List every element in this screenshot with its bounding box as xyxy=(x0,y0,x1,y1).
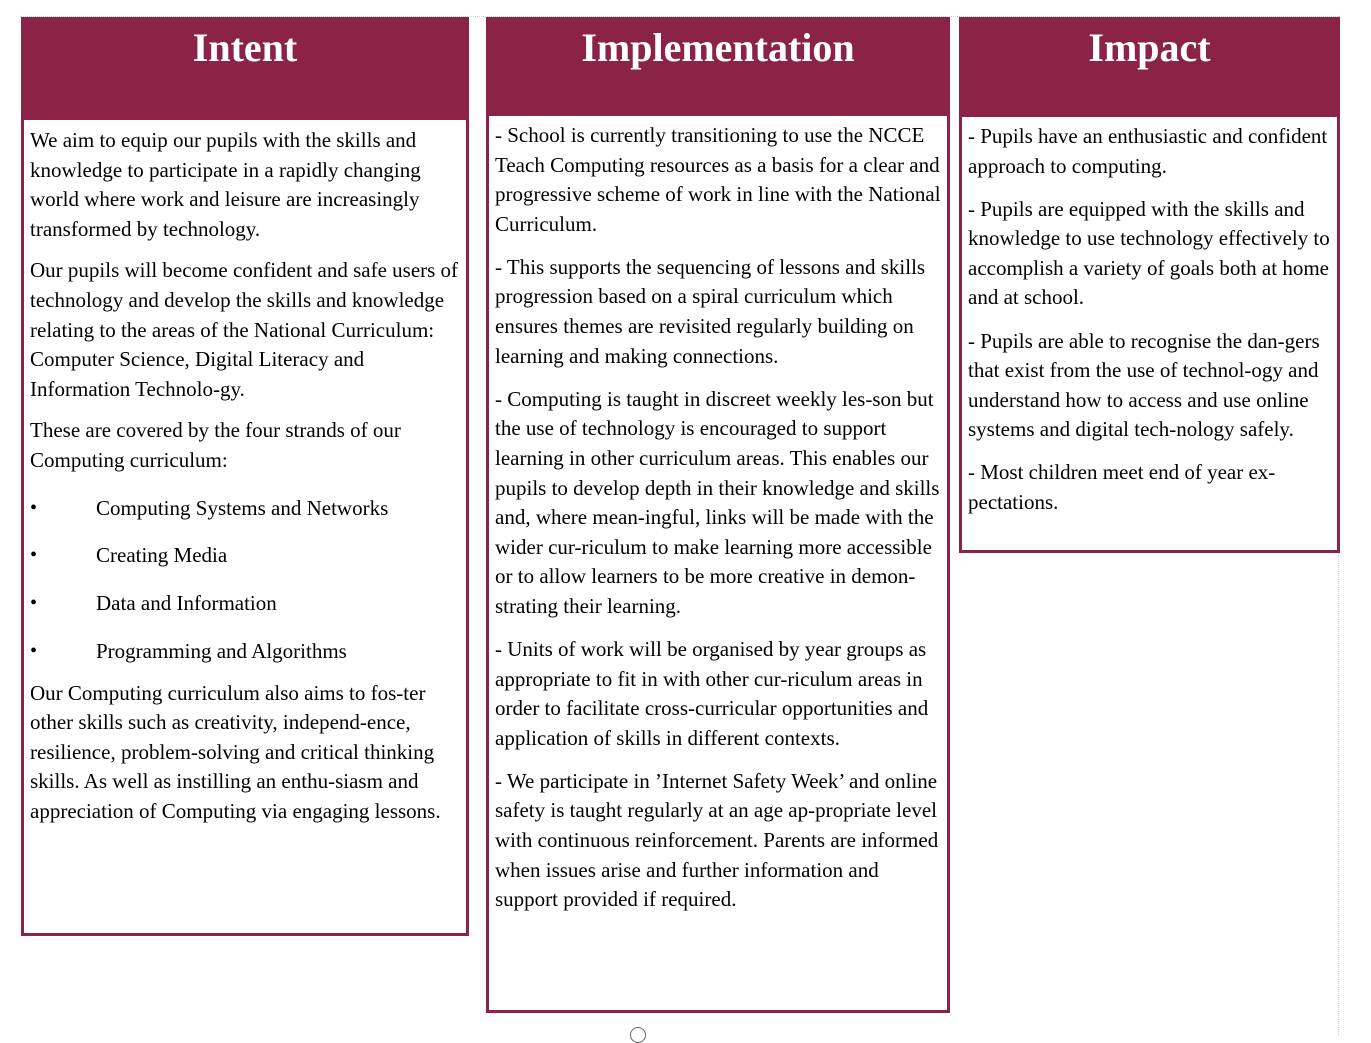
strand-label: Data and Information xyxy=(96,590,277,615)
strand-item xyxy=(30,589,460,637)
strands-list xyxy=(30,494,460,679)
strand-label: Computing Systems and Networks xyxy=(96,495,389,520)
implementation-body xyxy=(489,121,947,928)
bullet-icon: • xyxy=(30,496,38,519)
impact-paragraph-3: - Pupils are able to recognise the dan-gers that exist from the use of technol-ogy and understand how to access and use online systems and digital tech-nology safely. xyxy=(968,328,1320,442)
impact-column xyxy=(959,17,1340,553)
strand-item xyxy=(30,541,460,589)
bullet-icon: • xyxy=(30,639,38,662)
impact-paragraph-2: - Pupils are equipped with the skills and knowledge to use technology effectively to accomplish a variety of goals both at home and at school. xyxy=(968,196,1330,310)
implementation-column xyxy=(486,17,950,1013)
implementation-paragraph-5: - We participate in ’Internet Safety Week’ and online safety is taught regularly at an age ap-propriate level with continuous reinforcement. Parents are informed when issues arise and further information and support provided if required. xyxy=(495,768,939,912)
intent-paragraph-2: Our pupils will become confident and safe users of technology and develop the skills and knowledge relating to the areas of the National Curriculum: Computer Science, Digital Literacy and Information Technolo-gy. xyxy=(30,258,459,401)
implementation-header: Implementation xyxy=(489,20,947,116)
impact-paragraph-4: - Most children meet end of year ex-pectations. xyxy=(968,460,1276,515)
strand-item xyxy=(30,494,460,542)
intent-column xyxy=(21,17,469,936)
intent-closing-paragraph: Our Computing curriculum also aims to fos-ter other skills such as creativity, independ-ence, resilience, problem-solving and critical thinking skills. As well as instilling an enthu-siasm and appreciation of Computing via engaging lessons. xyxy=(30,680,441,823)
implementation-paragraph-4: - Units of work will be organised by year groups as appropriate to fit in with other cur-riculum areas in order to facilitate cross-curricular opportunities and application of skills in different contexts. xyxy=(495,637,929,750)
strand-item xyxy=(30,637,460,679)
intent-paragraph-1: We aim to equip our pupils with the skills and knowledge to participate in a rapidly changing world where work and leisure are increasingly transformed by technology. xyxy=(30,128,421,241)
bullet-icon: • xyxy=(30,591,38,614)
impact-body xyxy=(962,122,1337,531)
intent-paragraph-3: These are covered by the four strands of our Computing curriculum: xyxy=(30,418,401,472)
strand-label: Programming and Algorithms xyxy=(96,638,347,663)
intent-body xyxy=(24,126,466,840)
implementation-paragraph-2: - This supports the sequencing of lessons and skills progression based on a spiral curriculum which ensures themes are revisited regularly building on learning and making connections. xyxy=(495,254,926,368)
intent-header: Intent xyxy=(24,20,466,120)
impact-paragraph-1: - Pupils have an enthusiastic and confident approach to computing. xyxy=(968,124,1328,178)
impact-header: Impact xyxy=(962,20,1337,117)
implementation-paragraph-3: - Computing is taught in discreet weekly les-son but the use of technology is encouraged to support learning in other curriculum areas. This enables our pupils to develop depth in their knowledge and skills and, where mean-ingful, links will be made with the wider cur-riculum to make learning more accessible or to allow learners to be more creative in demon-strating their learning. xyxy=(495,386,940,618)
implementation-paragraph-1: - School is currently transitioning to use the NCCE Teach Computing resources as a basis for a clear and progressive scheme of work in line with the National Curriculum. xyxy=(495,123,941,236)
bullet-icon: • xyxy=(30,544,38,567)
anchor-circle-icon xyxy=(630,1027,646,1043)
strand-label: Creating Media xyxy=(96,543,228,568)
